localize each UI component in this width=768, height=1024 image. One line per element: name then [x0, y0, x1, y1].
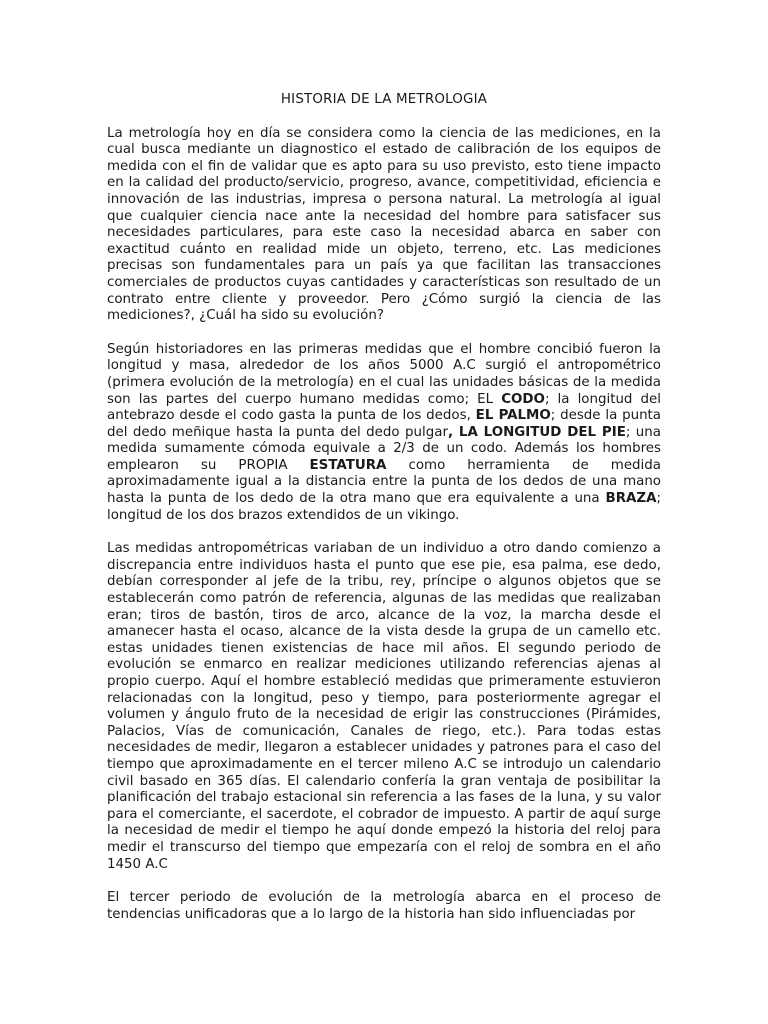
document-body: [107, 92, 661, 940]
bold-term-estatura: ESTATURA: [309, 457, 387, 473]
paragraph-text: ; una medida sumamente cómoda equivale a 2/3 de un codo. Además los hombres emplearon su PROPIA: [107, 424, 661, 473]
paragraph-text: Según historiadores en las primeras medidas que el hombre concibió fueron la longitud y masa, alrededor de los años 5000 A.C surgió el antropométrico (primera evolución de la metrología) en el cual las unidades básicas de la medida son las partes del cuerpo humano medidas como; EL: [107, 341, 661, 407]
document-title: HISTORIA DE LA METROLOGIA: [280, 92, 488, 107]
paragraph-introduction: La metrología hoy en día se considera como la ciencia de las mediciones, en la cual busca mediante un diagnostico el estado de calibración de los equipos de medida con el fin de validar que es apto para su uso previsto, esto tiene impacto en la calidad del producto/servicio, progreso, avance, competitividad, eficiencia e innovación de las industrias, impresa o persona natural. La metrología al igual que cualquier ciencia nace ante la necesidad del hombre para satisfacer sus necesidades particulares, para este caso la necesidad abarca en saber con exactitud cuánto en realidad mide un objeto, terreno, etc. Las mediciones precisas son fundamentales para un país ya que facilitan las transacciones comerciales de productos cuyas cantidades y características son resultado de un contrato entre cliente y proveedor. Pero ¿Cómo surgió la ciencia de las mediciones?, ¿Cuál ha sido su evolución?: [107, 125, 661, 324]
paragraph-second-period: Las medidas antropométricas variaban de un individuo a otro dando comienzo a discrepancia entre individuos hasta el punto que ese pie, esa palma, ese dedo, debían corresponder al jefe de la tribu, rey, príncipe o algunos objetos que se establecerán como patrón de referencia, algunas de las medidas que realizaban eran; tiros de bastón, tiros de arco, alcance de la voz, la marcha desde el amanecer hasta el ocaso, alcance de la vista desde la grupa de un camello etc. estas unidades tienen existencias de hace mil años. El segundo periodo de evolución se enmarco en realizar mediciones utilizando referencias ajenas al propio cuerpo. Aquí el hombre estableció medidas que primeramente estuvieron relacionadas con la longitud, peso y tiempo, para posteriormente agregar el volumen y ángulo fruto de la necesidad de erigir las construcciones (Pirámides, Palacios, Vías de comunicación, Canales de riego, etc.). Para todas estas necesidades de medir, llegaron a establecer unidades y patrones para el caso del tiempo que aproximadamente en el tercer mileno A.C se introdujo un calendario civil basado en 365 días. El calendario confería la gran ventaja de posibilitar la planificación del trabajo estacional sin referencia a las fases de la luna, y su valor para el comerciante, el sacerdote, el cobrador de impuesto. A partir de aquí surge la necesidad de medir el tiempo he aquí donde empezó la historia del reloj para medir el transcurso del tiempo que empezaría con el reloj de sombra en el año 1450 A.C: [107, 541, 661, 872]
paragraph-text: ; longitud de los dos brazos extendidos de un vikingo.: [107, 491, 661, 523]
bold-term-longitud-del-pie: , LA LONGITUD DEL PIE: [447, 424, 626, 440]
paragraph-text: como herramienta de medida aproximadamente igual a la distancia entre la punta de los dedos de una mano hasta la punta de los dedo de la otra mano que era equivalente a una: [107, 457, 661, 507]
paragraph-third-period: El tercer periodo de evolución de la metrología abarca en el proceso de tendencias unificadoras que a lo largo de la historia han sido influenciadas por: [107, 890, 661, 922]
paragraph-text: ; desde la punta del dedo meñique hasta la punta del dedo pulgar: [107, 408, 662, 440]
paragraph-text: ; la longitud del antebrazo desde el codo gasta la punta de los dedos,: [107, 391, 661, 424]
paragraph-anthropometric-measures: [107, 342, 661, 525]
bold-term-braza: BRAZA: [605, 491, 657, 507]
bold-term-codo: CODO: [501, 391, 545, 407]
bold-term-el-palmo: EL PALMO: [475, 408, 551, 424]
